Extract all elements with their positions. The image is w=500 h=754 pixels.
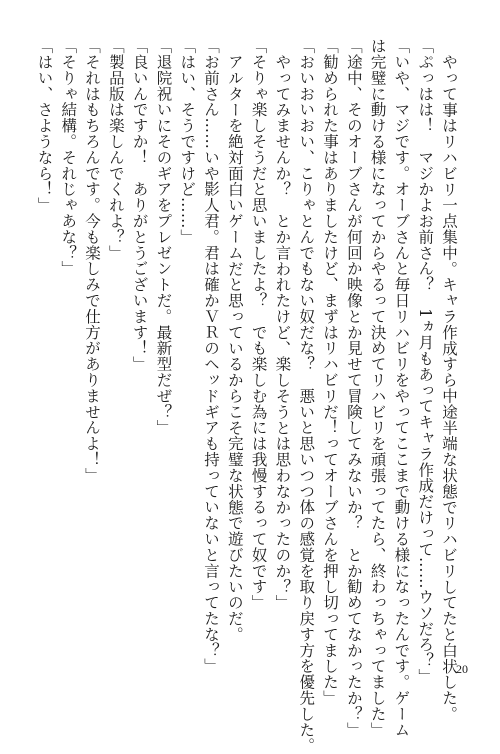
- text-line-13: 「退院祝いにそのギアをプレゼントだ。最新型だぜ？」: [154, 38, 173, 436]
- text-line-10: アルターを絶対面白いゲームだと思っているからこそ完璧な状態で遊びたいのだ。: [225, 53, 244, 642]
- text-line-4: は完璧に動ける様になってからやるって決めてリハビリを頑張ってたら、終わっちゃってました」: [368, 38, 387, 738]
- body-text-column: [35, 38, 460, 754]
- text-line-5: 「途中、そのオーブさんが何回か映像とか見せて冒険してみないか？ とか勧めてなかったか？」: [344, 38, 363, 738]
- text-line-12: 「はい、そうですけど……」: [178, 38, 197, 245]
- text-line-6: 「勧められた事はありましたけど、まずはリハビリだ！ってオーブさんを押し切ってました」: [321, 38, 340, 706]
- page-number: 20: [456, 662, 468, 676]
- text-line-3: 「いや、マジです。オーブさんと毎日リハビリをやってここまで動ける様になったんです。ゲーム: [392, 38, 411, 738]
- text-line-17: 「そりゃ結構。それじゃあな？」: [59, 38, 78, 277]
- text-line-9: 「そりゃ楽しそうだと思いましたよ？ でも楽しむ為には我慢するって奴です」: [249, 38, 268, 611]
- text-line-2: 「ぷっはは！ マジかよお前さん？ 1ヵ月もあってキャラ作成だけって……ウソだろ？」: [416, 38, 435, 685]
- text-line-16: 「それはもちろんです。今も楽しみで仕方がありませんよ！」: [83, 38, 102, 484]
- text-line-8: やってみませんか？ とか言われたけど、楽しそうとは思わなかったのか？」: [273, 53, 292, 610]
- text-line-7: 「おいおいおい、こりゃとんでもない奴だな？ 悪いと思いつつ体の感覚を取り戻す方を優先した。: [297, 38, 316, 754]
- text-line-15: 「製品版は楽しんでくれよ？」: [106, 38, 125, 261]
- text-line-14: 「良いんですか！ ありがとうございます！」: [130, 38, 149, 372]
- text-line-18: 「はい、さようなら！」: [35, 38, 54, 213]
- text-line-1: やって事はリハビリ一点集中。キャラ作成すら中途半端な状態でリハビリしてたと白状した。: [440, 53, 458, 722]
- text-line-11: 「お前さん……いや影人君。君は確かＶＲのヘッドギアも持っていないと言ってたな？」: [202, 38, 221, 674]
